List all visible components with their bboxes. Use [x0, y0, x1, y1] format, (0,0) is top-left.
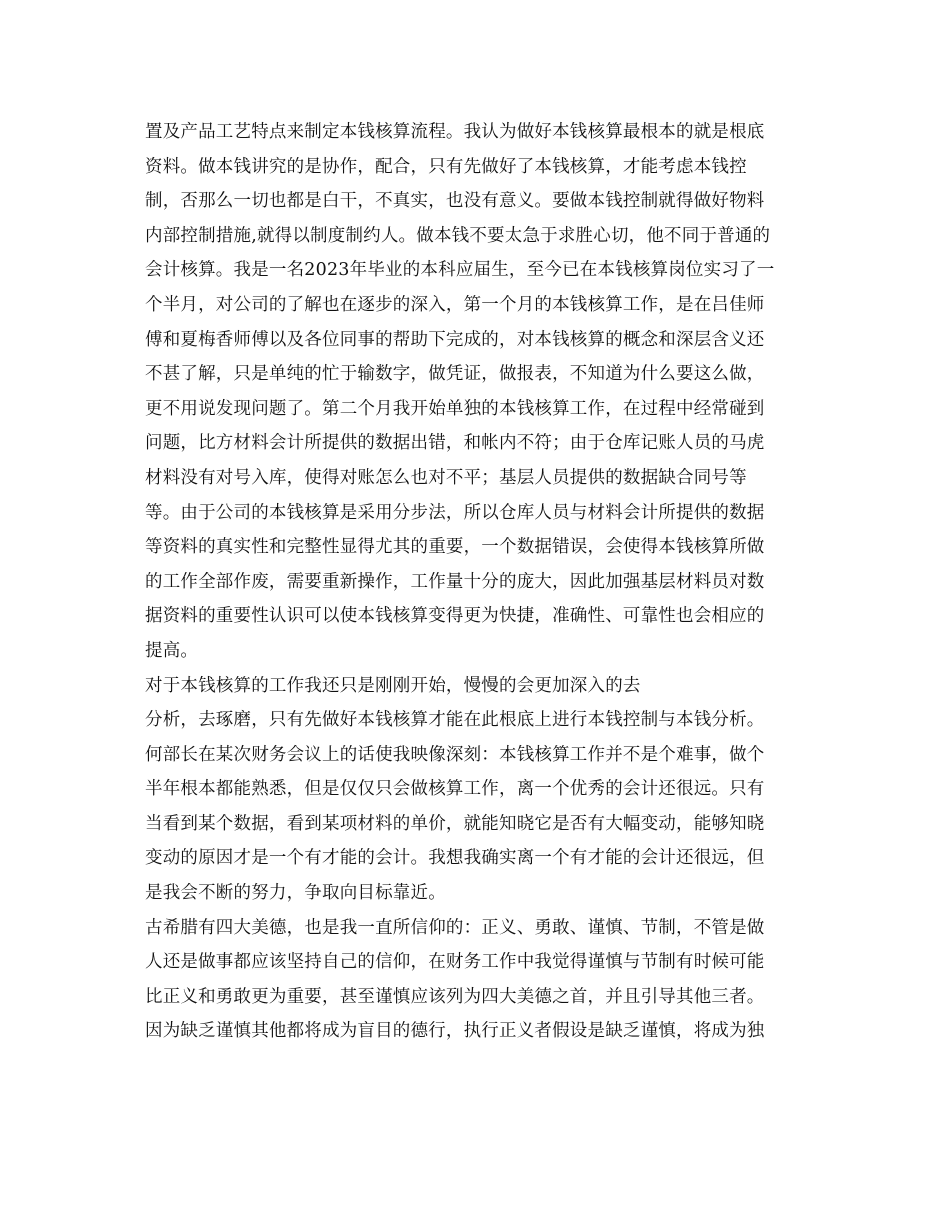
text-line: 古希腊有四大美德，也是我一直所信仰的：正义、勇敢、谨慎、节制，不管是做	[145, 917, 765, 938]
text-line: 当看到某个数据，看到某项材料的单价，就能知晓它是否有大幅变动，能够知晓	[145, 813, 765, 834]
text-line: 何部长在某次财务会议上的话使我映像深刻：本钱核算工作并不是个难事，做个	[145, 744, 765, 765]
text-line: 个半月，对公司的了解也在逐步的深入，第一个月的本钱核算工作，是在吕佳师	[145, 294, 765, 315]
text-line: 变动的原因才是一个有才能的会计。我想我确实离一个有才能的会计还很远，但	[145, 848, 765, 869]
text-line: 比正义和勇敢更为重要，甚至谨慎应该列为四大美德之首，并且引导其他三者。	[145, 986, 765, 1007]
text-line: 问题，比方材料会计所提供的数据出错，和帐内不符；由于仓库记账人员的马虎	[145, 433, 765, 454]
text-line: 半年根本都能熟悉，但是仅仅只会做核算工作，离一个优秀的会计还很远。只有	[145, 779, 765, 800]
text-line: 傅和夏梅香师傅以及各位同事的帮助下完成的，对本钱核算的概念和深层含义还	[145, 329, 765, 350]
text-line: 对于本钱核算的工作我还只是刚刚开始，慢慢的会更加深入的去	[145, 675, 641, 696]
text-line: 置及产品工艺特点来制定本钱核算流程。我认为做好本钱核算最根本的就是根底	[145, 122, 765, 142]
text-line: 提高。	[145, 640, 199, 661]
text-line: 分析，去琢磨，只有先做好本钱核算才能在此根底上进行本钱控制与本钱分析。	[145, 710, 765, 731]
text-line: 资料。做本钱讲究的是协作，配合，只有先做好了本钱核算，才能考虑本钱控	[145, 156, 747, 177]
text-line: 更不用说发现问题了。第二个月我开始单独的本钱核算工作，在过程中经常碰到	[145, 398, 765, 419]
text-line: 是我会不断的努力，争取向目标靠近。	[145, 883, 446, 904]
text-line: 会计核算。我是一名2023年毕业的本科应届生，至今已在本钱核算岗位实习了一	[145, 260, 775, 281]
text-line: 据资料的重要性认识可以使本钱核算变得更为快捷，准确性、可靠性也会相应的	[145, 606, 765, 627]
text-line: 制，否那么一切也都是白干，不真实，也没有意义。要做本钱控制就得做好物料	[145, 191, 765, 212]
text-line: 内部控制措施,就得以制度制约人。做本钱不要太急于求胜心切，他不同于普通的	[145, 225, 771, 246]
text-line: 等。由于公司的本钱核算是采用分步法，所以仓库人员与材料会计所提供的数据	[145, 502, 765, 523]
text-line: 材料没有对号入库，使得对账怎么也对不平；基层人员提供的数据缺合同号等	[145, 467, 747, 488]
text-line: 的工作全部作废，需要重新操作，工作量十分的庞大，因此加强基层材料员对数	[145, 571, 765, 592]
text-line: 人还是做事都应该坚持自己的信仰，在财务工作中我觉得谨慎与节制有时候可能	[145, 952, 765, 973]
text-line: 不甚了解，只是单纯的忙于输数字，做凭证，做报表，不知道为什么要这么做，	[145, 364, 765, 385]
text-line: 等资料的真实性和完整性显得尤其的重要，一个数据错误，会使得本钱核算所做	[145, 537, 765, 558]
body-text	[145, 115, 805, 1049]
text-line: 因为缺乏谨慎其他都将成为盲目的德行，执行正义者假设是缺乏谨慎，将成为独	[145, 1021, 765, 1042]
